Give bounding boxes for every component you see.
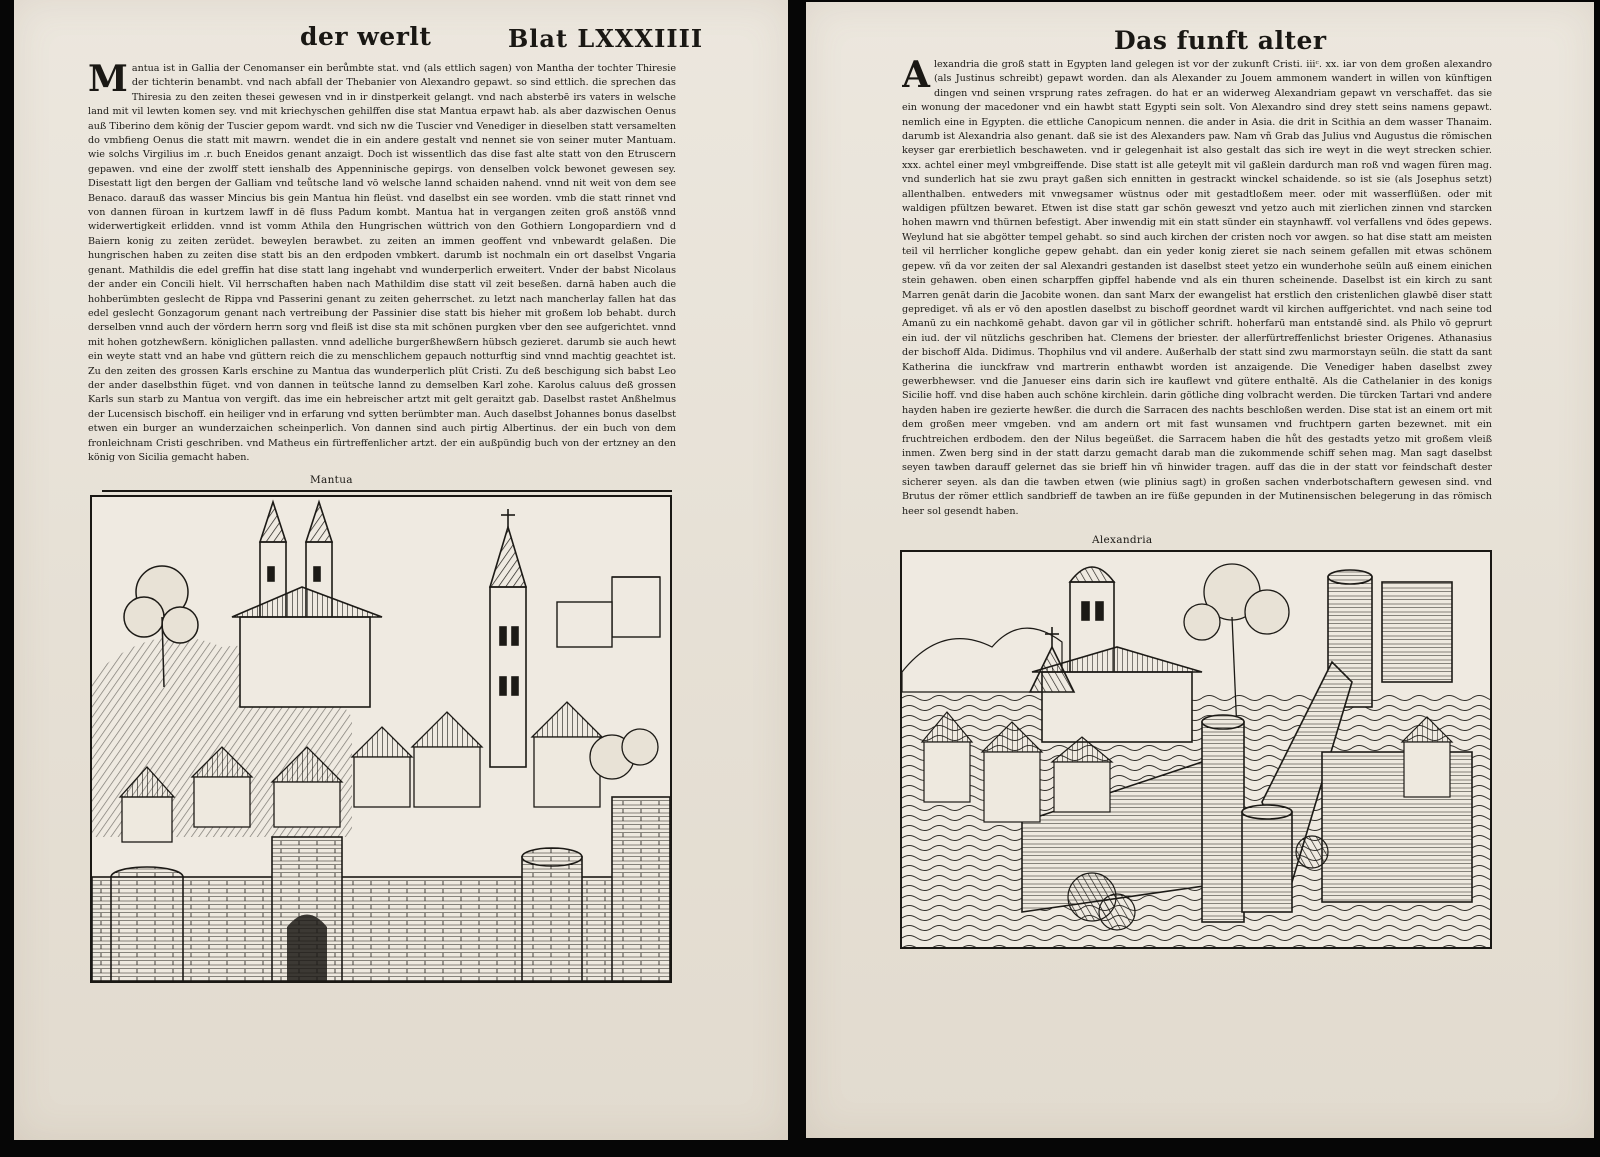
- right-page: [806, 2, 1594, 1138]
- running-head: Das funft alter: [1114, 26, 1327, 55]
- caption-rule: [102, 490, 672, 492]
- woodcut-caption: Mantua: [310, 474, 353, 486]
- folio-number: Blat LXXXIIII: [508, 24, 704, 53]
- drop-initial: A: [902, 58, 930, 96]
- woodcut-illustration-alexandria: [900, 550, 1492, 949]
- running-head: der werlt: [300, 22, 432, 51]
- body-text: [902, 58, 1492, 540]
- left-page: [14, 0, 788, 1140]
- body-text-content: lexandria die groß statt in Egypten land gelegen ist vor der zukunft Cristi. iiiᶜ. xx. iar von dem großen alexandro (als Justinus schreibt) gepawt worden. dan als Alexander zu Jouem ammonem wandert in willen von künftigen dingen vnd seinen vrsprung rates zefragen. do hat er an widerweg Alexandriam gepawt vn verschaffet. das sie ein wonung der macedoner vnd ein hawbt statt Egypti sein solt. Von Alexandro sind drey stett seins namens gepawt. nemlich eine in Egypten. die ettliche Canopicum nennen. die ander in Asia. die drit in Scithia an dem wasser Thanaim. darumb ist Alexandria also genant. daß sie ist des Alexanders paw. Nam vñ Grab das Julius vnd Augustus die römischen keyser gar ererbietlich beschaweten. vnd ir gelegenhait ist also gestalt das sich ire weyt in die weyt strecken schier. xxx. achtel einer meyl vmbgreiffende. Dise statt ist alle geteylt mit vil gaßlein dardurch man roß vnd wagen füren mag. vnd sunderlich hat sie zwu prayt gaßen sich ennitten in gestrackt winckel schaidende. so ist sie (als Josephus setzt) allenthalben. entweders mit vnwegsamer wüstnus oder mit gestadtloßem meer. oder mit wasserflüßen. oder mit waldigen pfültzen bewaret. Etwen ist dise statt gar schön geweszt vnd yetzo auch mit zierlichen zinnen vnd starcken hohen mawrn vnd thürnen befestigt. Aber inwendig mit ein statt sünder ein staynhawff. vol verfallens vnd ödes gepews. Weylund hat sie abgötter tempel gehabt. so sind auch kirchen der cristen noch vor awgen. so hat dise statt am meisten teil vil herrlicher kongliche gepew gehabt. dan ein yeder konig zieret sie nach seinem gefallen mit etwas schönem gepew. vñ da vor zeiten der sal Alexandri gestanden ist daselbst steet yetzo ein wunderhohe seüln auß einem einichen stein gehawen. oben einen scharpffen gipffel habende vnd als ein thuren scheinende. Daselbst ist ein kirch zu sant Marren genāt darin die Jacobite wonen. dan sant Marx der ewangelist hat erstlich den cristenlichen glawbē diser statt geprediget. vñ als er vō den apostlen daselbst zu bischoff geordnet wardt vil kirchen auffgerichtet. vnd nach seine tod Amanū zu ein nachkomē gehabt. davon gar vil in götlicher schrift. hoherfarū man entstandē sind. als Philo vō geprurt ein iud. der vil nützlichs geschriben hat. Clemens der briester. der allerfürtreffenlichst briester Origenes. Athanasius der bischoff Alda. Didimus. Thophilus vnd vil andere. Außerhalb der statt sind zwu marmorstayn seüln. die statt da sant Katherina die iunckfraw vnd martrerin enthawbt worden ist anzaigende. Die Venediger haben daselbst zwey gewerbhewser. vnd die Janueser eins darin sich ire kauflewt vnd gütere enthaltē. Als die Cathelanier in des konigs Sicilie hoff. vnd dise haben auch schöne kirchlein. darin götliche ding volbracht werden. Die türcken Tartari vnd andere hayden haben ire gezierte hewßer. die durch die Sarracen des nachts beschloßen werden. Dise stat ist an einem ort mit dem großen meer vmgeben. vnd am andern ort mit fast wunsamen vnd fruchtpern garten bezewnet. mit ein fruchtreichen erdbodem. den der Nilus begeüßet. die Sarracem haben die hůt des gestadts yetzo mit großem vleiß inmen. Zwen berg sind in der statt darzu gemacht darab man die zukommende schiff sehen mag. Man sagt daselbst seyen tawben darauff gelernet das sie brieff hin vñ hinwider tragen. auff das die in der statt vor feindschaft dester sicherer seyen. als dan die tawben etwen (wie plinius sagt) in großen sachen vnderbotschaftern gewesen sind. vnd Brutus der römer ettlich sandbrieff de tawben an ire füße gepunden in der Mutinensischen belegerung in das römisch heer sol gesendt haben.: [902, 59, 1492, 517]
- woodcut-caption: Alexandria: [1092, 534, 1153, 546]
- woodcut-drawing: [92, 497, 670, 981]
- body-text: [88, 62, 676, 480]
- drop-initial: M: [88, 62, 128, 100]
- woodcut-illustration-mantua: [90, 495, 672, 983]
- body-text-content: antua ist in Gallia der Cenomanser ein berůmbte stat. vnd (als ettlich sagen) von Mantha der tochter Thiresie der tichterin benambt. vnd nach abfall der Thebanier von Alexandro gepawt. so sind ettlich. die sprechen das Thiresia zu den zeiten thesei gewesen vnd in ir dinstperkeit gelangt. vnd nach absterbē irs vaters in welsche land mit vil lewten komen sey. vnd mit kriechyschen gehilffen dise stat Mantua erpawt hab. als aber dazwischen Oenus auß Tiberino dem könig der Tuscier gepom wardt. vnd sich nw die Tuscier vnd Venediger in dieselben statt versamelten do vmbfieng Oenus die statt mit mawrn. wendet die in ein andere gestalt vnd nennet sie von seiner muter Mantuam. wie solchs Virgilius im .r. buch Eneidos genant anzaigt. Doch ist wissentlich das dise fast alte statt von den Etruscern gepawen. vnd eine der zwolff stett ienshalb des Appenninische gepirgs. von denselben volck bewonet gewesen sey. Disestatt ligt den bergen der Galliam vnd teůtsche land vō welsche lannd schaiden nahend. vnnd nit weit von dem see Benaco. darauß das wasser Mincius bis gein Mantua hin fleüst. vnd daselbst ein see worden. vmb die statt rinnet vnd von dannen füroan in kurtzem lawff in dē fluss Padum kombt. Mantua hat in vergangen zeiten groß anstöß vnnd widerwertigkeit erlidden. vnnd ist vomm Athila den Hungrischen wüttrich von den Gothiern Longopardiern vnd d Baiern konig zu zeiten zerüdet. beweylen berawbet. zu zeiten an immen geoffent vnd vnbewardt gelaßen. Die hungrischen haben zu zeiten dise statt bis an den erdpoden vmbkert. darumb ist nochmaln ein ort daselbst Vngaria genant. Mathildis die edel greffin hat dise statt lang ingehabt vnd wunderperlich erweitert. Vnder der babst Nicolaus der ander ein Concili hielt. Vil herrschaften haben nach Mathildim dise statt vil zeit beseßen. darnā haben auch die hohberümbten geslecht de Rippa vnd Passerini genant zu zeiten geherrschet. zu letzt nach mancherlay fallen hat das edel geslecht Gonzagorum genant nach vertreibung der Passinier dise statt bis hieher mit großem lob behabt. durch derselben vnnd auch der vördern herrn sorg vnd fleiß ist dise sta mit schönen purgken vber den see aufgerichtet. vnnd mit hohen gotzhewßern. königlichen pallasten. vnnd adelliche burgerßhewßern hübsch gezieret. darumb sie auch hewt ein weyte statt vnd an habe vnd güttern reich die zu menschlichem gepauch notturftig sind vnnd machtig geachtet ist. Zu den zeiten des grossen Karls erschine zu Mantua das wunderperlich plüt Cristi. Zu deß beschigung sich babst Leo der ander daselbsthin füget. vnd von dannen in teütsche lannd zu demselben Karl zohe. Karolus caluus deß grossen Karls sun starb zu Mantua von vergift. das ime ein hebreischer artzt mit gelt geraitzt gab. Daselbst rastet Anßhelmus der Lucensisch bischoff. ein heiliger vnd in erfarung vnd sytten berümbter man. Auch daselbst Johannes bonus daselbst etwen ein burger an wunderzaichen scheinperlich. Von dannen sind auch pirtig Albertinus. der ein buch von dem fronleichnam Cristi geschriben. vnd Matheus ein fürtreffenlicher artzt. der ein außpündig buch von der ertzney an den könig von Sicilia gemacht haben.: [88, 63, 676, 463]
- woodcut-drawing: [902, 552, 1490, 947]
